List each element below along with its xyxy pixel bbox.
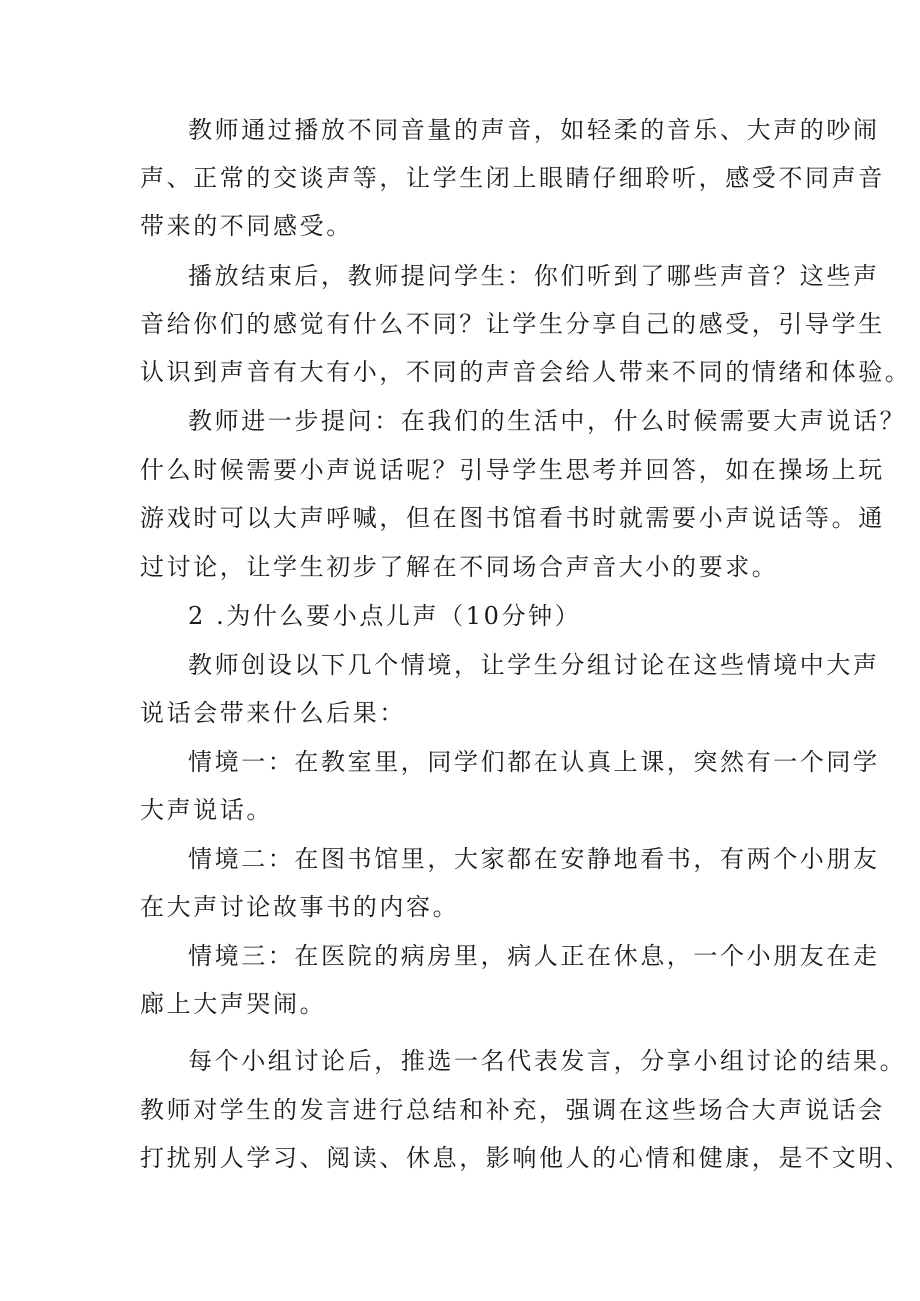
paragraph-line: 在大声讨论故事书的内容。 bbox=[140, 893, 460, 921]
paragraph-line: 教师进一步提问：在我们的生活中，什么时候需要大声说话？ bbox=[188, 407, 907, 435]
paragraph-line: 情境三：在医院的病房里，病人正在休息，一个小朋友在走 bbox=[188, 942, 880, 970]
paragraph-line: 播放结束后，教师提问学生：你们听到了哪些声音？这些声 bbox=[188, 262, 880, 290]
paragraph-line: 什么时候需要小声说话呢？引导学生思考并回答，如在操场上玩 bbox=[140, 456, 885, 484]
paragraph-line: 廊上大声哭闹。 bbox=[140, 990, 327, 1018]
paragraph-line: 情境一：在教室里，同学们都在认真上课，突然有一个同学 bbox=[188, 748, 880, 776]
paragraph-line: 每个小组讨论后，推选一名代表发言，分享小组讨论的结果。 bbox=[188, 1047, 907, 1075]
paragraph-line: 认识到声音有大有小，不同的声音会给人带来不同的情绪和体验。 bbox=[140, 358, 912, 386]
paragraph-line: 带来的不同感受。 bbox=[140, 212, 353, 240]
paragraph-line: 教师对学生的发言进行总结和补充，强调在这些场合大声说话会 bbox=[140, 1096, 885, 1124]
paragraph-line: 教师创设以下几个情境，让学生分组讨论在这些情境中大声 bbox=[188, 651, 880, 679]
paragraph-line: 过讨论，让学生初步了解在不同场合声音大小的要求。 bbox=[140, 553, 779, 581]
paragraph-line: 游戏时可以大声呼喊，但在图书馆看书时就需要小声说话等。通 bbox=[140, 504, 885, 532]
paragraph-line: 教师通过播放不同音量的声音，如轻柔的音乐、大声的吵闹 bbox=[188, 116, 880, 144]
paragraph-line: 大声说话。 bbox=[140, 796, 273, 824]
paragraph-line: 说话会带来什么后果： bbox=[140, 699, 406, 727]
paragraph-line: 声、正常的交谈声等，让学生闭上眼睛仔细聆听，感受不同声音 bbox=[140, 164, 885, 192]
section-heading: 2 .为什么要小点儿声（10分钟） bbox=[188, 602, 582, 630]
paragraph-line: 打扰别人学习、阅读、休息，影响他人的心情和健康，是不文明、 bbox=[140, 1144, 912, 1172]
paragraph-line: 情境二：在图书馆里，大家都在安静地看书，有两个小朋友 bbox=[188, 845, 880, 873]
paragraph-line: 音给你们的感觉有什么不同？让学生分享自己的感受，引导学生 bbox=[140, 310, 885, 338]
